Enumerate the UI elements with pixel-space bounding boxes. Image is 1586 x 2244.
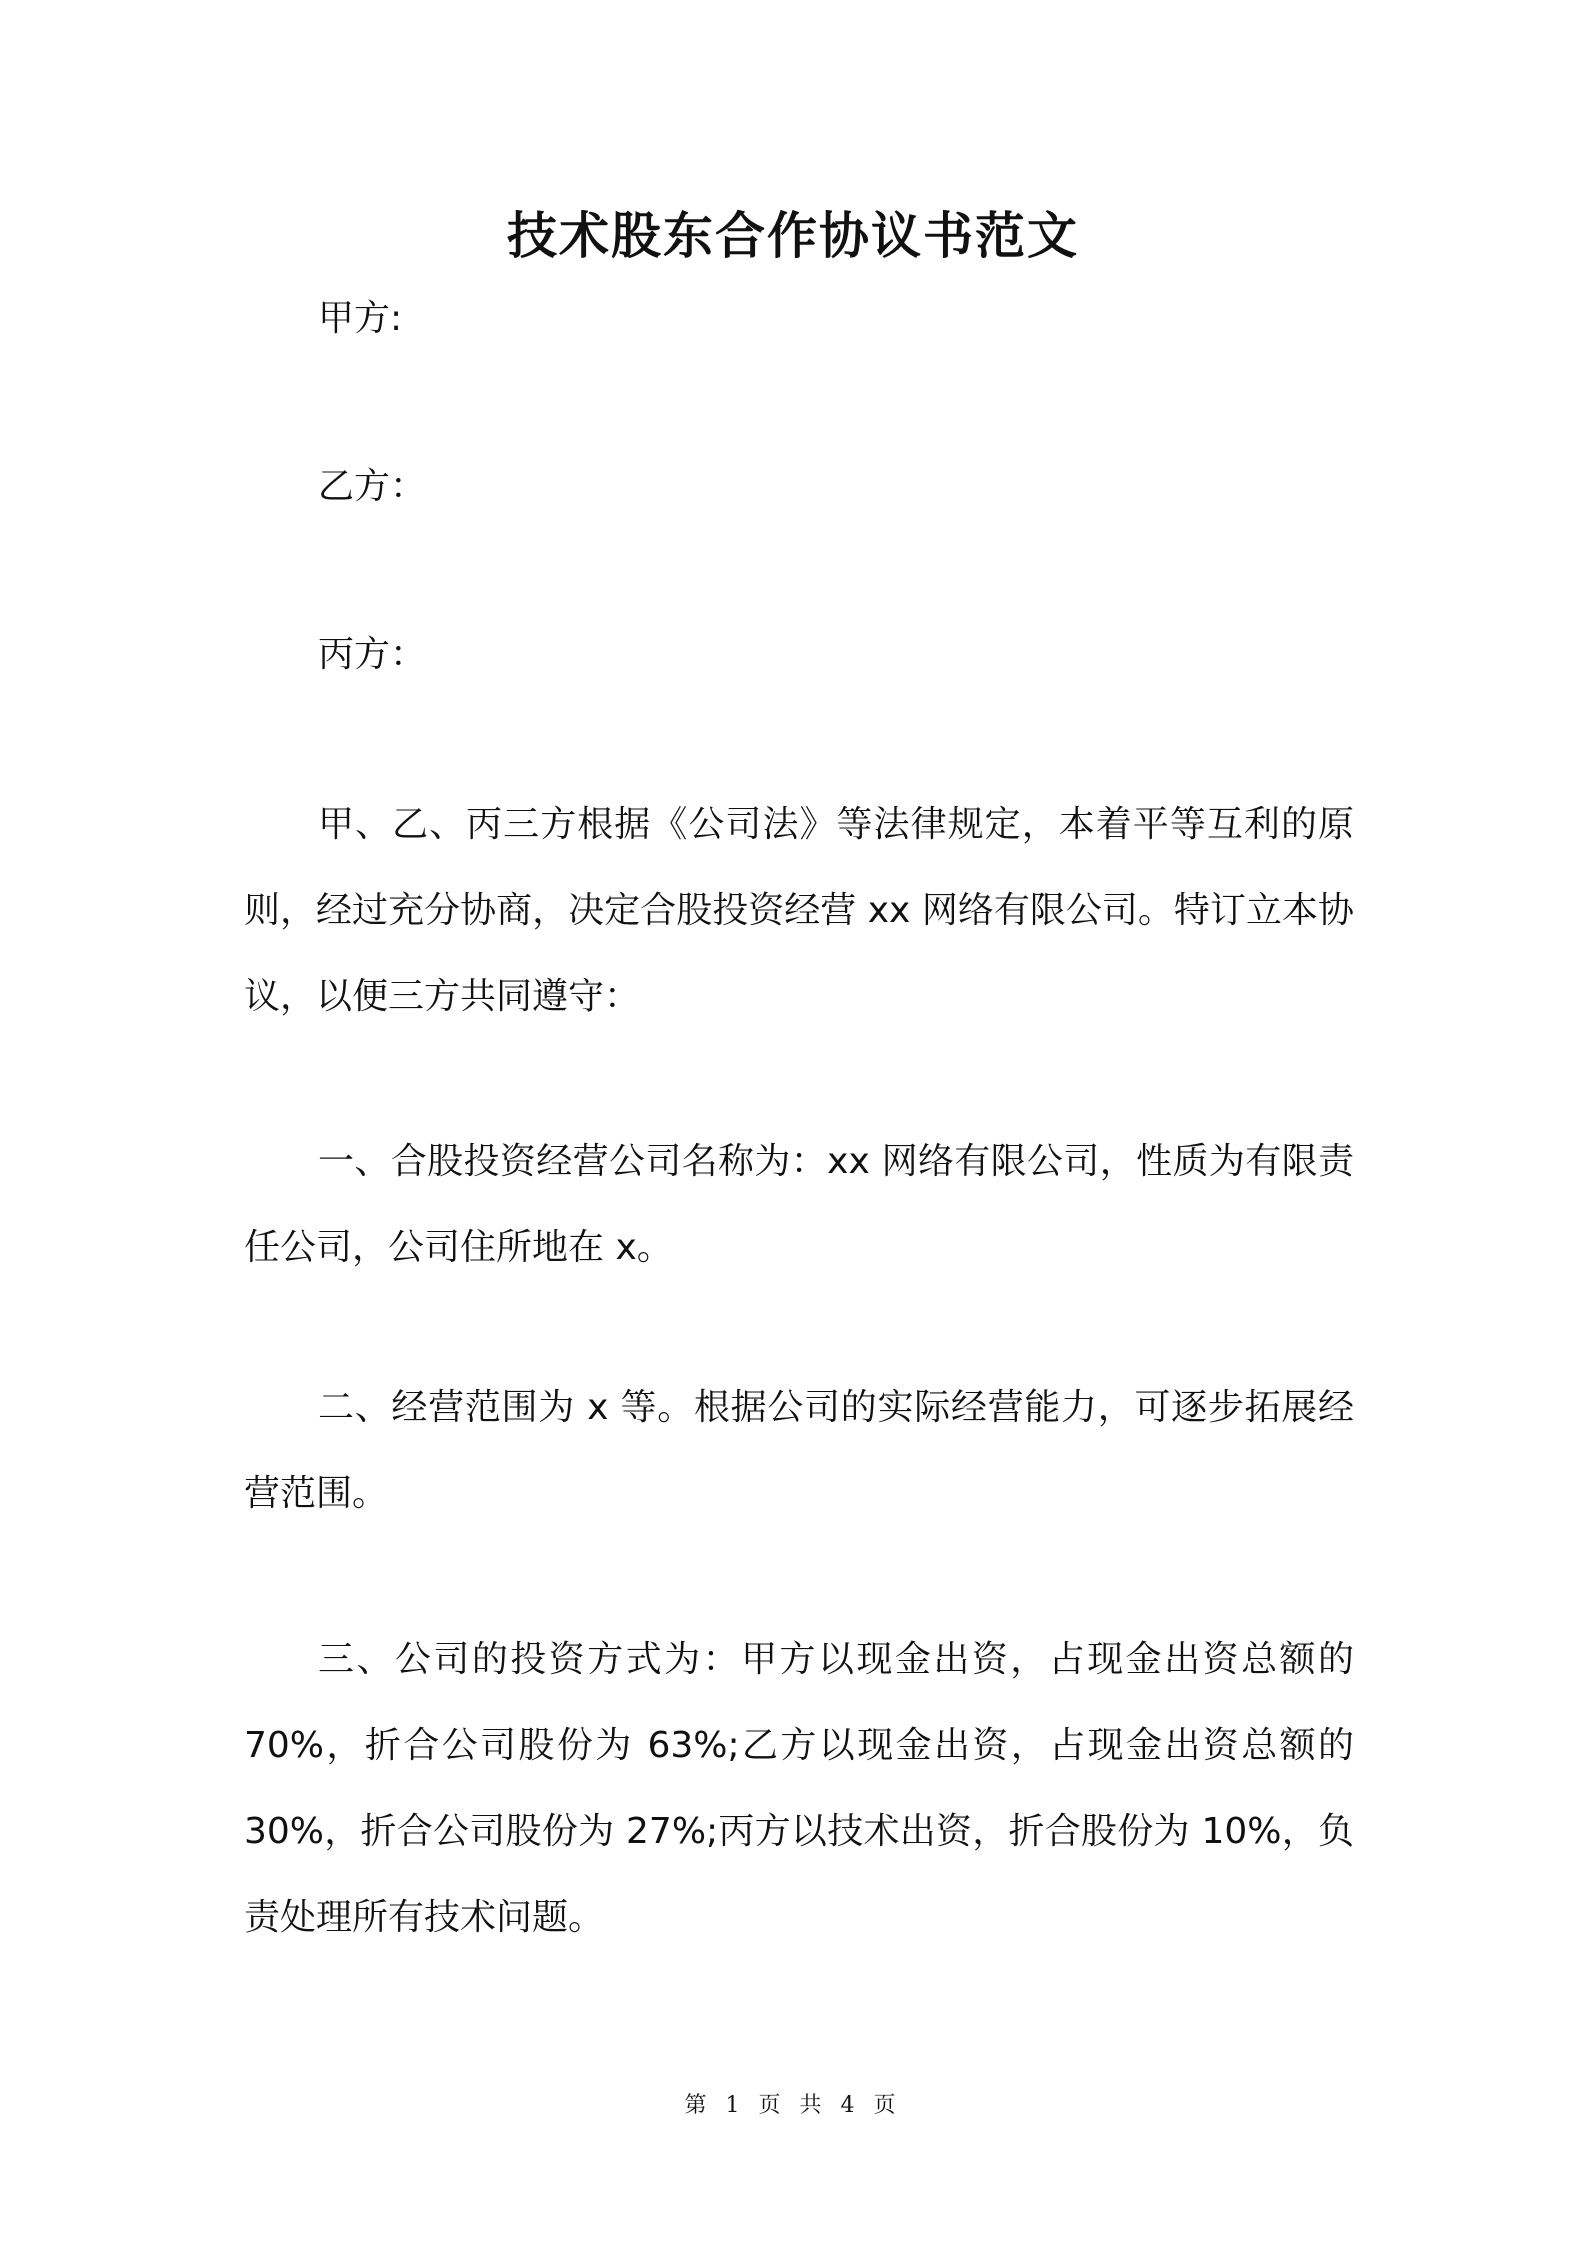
party-a-label: 甲方: <box>318 298 403 339</box>
page-number-footer: 第 1 页 共 4 页 <box>684 2093 902 2118</box>
clause-2-paragraph: 二、经营范围为 x 等。根据公司的实际经营能力，可逐步拓展经营范围。 <box>244 1387 1354 1514</box>
party-b-label: 乙方： <box>318 466 427 507</box>
clause-3-paragraph: 三、公司的投资方式为：甲方以现金出资，占现金出资总额的 70%，折合公司股份为 63%;乙方以现金出资，占现金出资总额的 30%，折合公司股份为 27%;丙方以技术出资，折合股份为 10%，负责处理所有技术问题。 <box>244 1639 1354 1938</box>
party-c-label: 丙方： <box>318 634 427 675</box>
document-title: 技术股东合作协议书范文 <box>507 206 1079 265</box>
clause-1-paragraph: 一、合股投资经营公司名称为：xx 网络有限公司，性质为有限责任公司，公司住所地在 x。 <box>244 1141 1354 1268</box>
intro-paragraph: 甲、乙、丙三方根据《公司法》等法律规定，本着平等互利的原则，经过充分协商，决定合股投资经营 xx 网络有限公司。特订立本协议，以便三方共同遵守： <box>244 804 1354 1017</box>
